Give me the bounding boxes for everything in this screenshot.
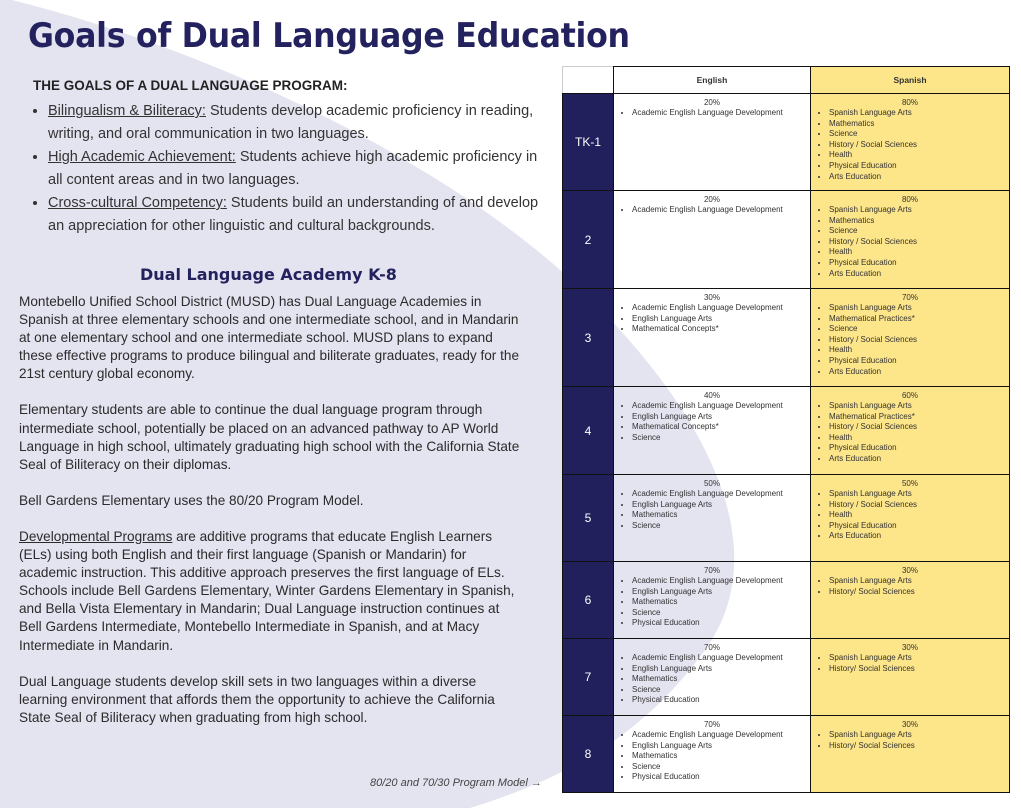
subject-item: • Spanish Language Arts — [829, 653, 1009, 664]
table-row — [563, 387, 1010, 475]
subject-item: • Mathematical Concepts* — [632, 422, 810, 433]
table-row — [563, 94, 1010, 191]
academy-heading: Dual Language Academy K-8 — [140, 265, 397, 284]
subject-item: • English Language Arts — [632, 587, 810, 598]
spanish-cell — [811, 191, 1010, 289]
subject-item: • Spanish Language Arts — [829, 401, 1009, 412]
subject-item: • English Language Arts — [632, 314, 810, 325]
subject-item: • History / Social Sciences — [829, 237, 1009, 248]
subject-item: • Physical Education — [632, 772, 810, 783]
subject-item: • Health — [829, 247, 1009, 258]
subject-item: • English Language Arts — [632, 500, 810, 511]
subject-item: • Spanish Language Arts — [829, 730, 1009, 741]
table-header-row — [563, 67, 1010, 94]
table-row — [563, 289, 1010, 387]
goal-term: Bilingualism & Biliteracy: — [48, 103, 206, 119]
subject-item: • History / Social Sciences — [829, 422, 1009, 433]
subject-item: • Science — [632, 608, 810, 619]
percent-label: 50% — [703, 479, 720, 488]
spanish-cell — [811, 475, 1010, 562]
subject-list — [614, 576, 810, 629]
subject-item: • Academic English Language Development — [632, 303, 810, 314]
subject-item: • Physical Education — [829, 356, 1009, 367]
header-blank — [563, 67, 614, 94]
paragraph: Elementary students are able to continue the dual language program through intermediate school, potentially be placed on an advanced pathway to AP World Language in high school, ultimately graduating high school with the California State Seal of Biliteracy on their diplomas. — [19, 402, 520, 472]
subject-item: • Physical Education — [829, 258, 1009, 269]
subject-item: • History/ Social Sciences — [829, 664, 1009, 675]
program-model-table — [562, 66, 1010, 793]
percent-label: 30% — [703, 293, 720, 302]
subject-item: • Mathematics — [632, 674, 810, 685]
header-spanish: Spanish — [811, 67, 1010, 94]
paragraph: Dual Language students develop skill sets in two languages within a diverse learning environment that affords them the opportunity to achieve the California State Seal of Biliteracy when graduating from high school. — [19, 673, 495, 725]
subject-item: • History/ Social Sciences — [829, 587, 1009, 598]
subject-item: • Physical Education — [632, 618, 810, 629]
body-text — [19, 293, 524, 745]
subject-item: • Mathematics — [829, 119, 1009, 130]
subject-item: • Physical Education — [632, 695, 810, 706]
table-row — [563, 191, 1010, 289]
subject-item: • Mathematical Practices* — [829, 412, 1009, 423]
subject-list — [614, 205, 810, 216]
subject-list — [811, 303, 1009, 377]
subject-item: • Mathematics — [632, 751, 810, 762]
subject-item: • Health — [829, 433, 1009, 444]
subject-item: • Health — [829, 510, 1009, 521]
percent-label: 30% — [901, 566, 918, 575]
subject-item: • Academic English Language Development — [632, 401, 810, 412]
subject-item: • Academic English Language Development — [632, 205, 810, 216]
goal-item — [48, 100, 548, 146]
subject-item: • Mathematical Concepts* — [632, 324, 810, 335]
subject-item: • Arts Education — [829, 269, 1009, 280]
grade-cell: TK-1 — [563, 94, 614, 191]
paragraph-text: are additive programs that educate English Learners (ELs) using both English and their first language (Spanish or Mandarin) for academic instruction. This additive approach preserves the first language of ELs. Schools include Bell Gardens Elementary, Winter Gardens Elementary in Spanish, and Bella Vista Elementary in Mandarin; Dual Language instruction continues at Bell Gardens Intermediate, Montebello Intermediate in Spanish, and at Macy Intermediate in Mandarin. — [19, 528, 515, 653]
goals-list — [20, 100, 548, 238]
subject-item: • Academic English Language Development — [632, 730, 810, 741]
grade-cell: 8 — [563, 716, 614, 793]
grade-cell: 7 — [563, 639, 614, 716]
paragraph: Montebello Unified School District (MUSD) has Dual Language Academies in Spanish at three elementary schools and one intermediate school, and in Mandarin at one elementary school and one intermediate school. MUSD plans to expand these effective programs to produce bilingual and biliterate graduates, ready for the 21st century global economy. — [19, 294, 520, 382]
paragraph: Bell Gardens Elementary uses the 80/20 Program Model. — [19, 492, 364, 508]
subject-item: • Science — [632, 762, 810, 773]
subject-item: • Academic English Language Development — [632, 108, 810, 119]
subject-item: • History / Social Sciences — [829, 500, 1009, 511]
goal-item — [48, 192, 548, 238]
english-cell — [614, 639, 811, 716]
subject-item: • Mathematics — [829, 216, 1009, 227]
subject-list — [614, 401, 810, 443]
spanish-cell — [811, 562, 1010, 639]
subject-item: • Academic English Language Development — [632, 653, 810, 664]
grade-cell: 2 — [563, 191, 614, 289]
subject-item: • Arts Education — [829, 454, 1009, 465]
subject-item: • Physical Education — [829, 521, 1009, 532]
table-row — [563, 716, 1010, 793]
percent-label: 70% — [703, 720, 720, 729]
percent-label: 60% — [901, 391, 918, 400]
percent-label: 80% — [901, 98, 918, 107]
subject-item: • Physical Education — [829, 161, 1009, 172]
percent-label: 20% — [703, 98, 720, 107]
english-cell — [614, 716, 811, 793]
header-english: English — [614, 67, 811, 94]
percent-label: 40% — [703, 391, 720, 400]
page-title: Goals of Dual Language Education — [28, 16, 630, 56]
goal-text: Students achieve high academic proficiency in all content areas and in two languages. — [48, 149, 538, 188]
subject-item: • Science — [632, 433, 810, 444]
subject-list — [614, 653, 810, 706]
grade-cell: 4 — [563, 387, 614, 475]
grade-cell: 6 — [563, 562, 614, 639]
english-cell — [614, 191, 811, 289]
program-model-caption[interactable]: 80/20 and 70/30 Program Model → — [370, 777, 542, 789]
subject-item: • Arts Education — [829, 367, 1009, 378]
percent-label: 20% — [703, 195, 720, 204]
spanish-cell — [811, 94, 1010, 191]
subject-item: • History/ Social Sciences — [829, 741, 1009, 752]
subject-item: • Science — [632, 685, 810, 696]
subject-item: • Academic English Language Development — [632, 576, 810, 587]
grade-cell: 5 — [563, 475, 614, 562]
subject-item: • Science — [829, 324, 1009, 335]
english-cell — [614, 387, 811, 475]
subject-item: • Physical Education — [829, 443, 1009, 454]
subject-item: • History / Social Sciences — [829, 140, 1009, 151]
spanish-cell — [811, 289, 1010, 387]
subject-item: • English Language Arts — [632, 664, 810, 675]
subject-list — [614, 303, 810, 335]
percent-label: 70% — [703, 643, 720, 652]
english-cell — [614, 562, 811, 639]
spanish-cell — [811, 639, 1010, 716]
percent-label: 70% — [703, 566, 720, 575]
subject-list — [811, 489, 1009, 542]
subject-item: • Mathematics — [632, 510, 810, 521]
subject-item: • Spanish Language Arts — [829, 489, 1009, 500]
goal-text: Students build an understanding of and develop an appreciation for other linguistic and cultural backgrounds. — [48, 195, 539, 234]
subject-list — [811, 205, 1009, 279]
english-cell — [614, 475, 811, 562]
subject-item: • Spanish Language Arts — [829, 205, 1009, 216]
grade-cell: 3 — [563, 289, 614, 387]
spanish-cell — [811, 387, 1010, 475]
subject-list — [811, 576, 1009, 597]
subject-item: • English Language Arts — [632, 412, 810, 423]
subject-item: • Arts Education — [829, 172, 1009, 183]
subject-item: • Science — [829, 226, 1009, 237]
developmental-programs-link[interactable]: Developmental Programs — [19, 528, 173, 544]
subject-item: • Spanish Language Arts — [829, 108, 1009, 119]
percent-label: 30% — [901, 720, 918, 729]
goal-item — [48, 146, 548, 192]
english-cell — [614, 94, 811, 191]
subject-item: • Academic English Language Development — [632, 489, 810, 500]
subject-list — [811, 730, 1009, 751]
subject-item: • Mathematics — [632, 597, 810, 608]
subject-item: • English Language Arts — [632, 741, 810, 752]
table-row — [563, 562, 1010, 639]
paragraph — [19, 528, 524, 655]
subject-list — [811, 108, 1009, 182]
goal-text: Students develop academic proficiency in reading, writing, and oral communication in two languages. — [48, 103, 534, 142]
goal-term: Cross-cultural Competency: — [48, 195, 227, 211]
table-row — [563, 639, 1010, 716]
subject-list — [614, 730, 810, 783]
goal-term: High Academic Achievement: — [48, 149, 236, 165]
goals-heading: THE GOALS OF A DUAL LANGUAGE PROGRAM: — [33, 78, 348, 93]
subject-item: • Health — [829, 150, 1009, 161]
subject-item: • Arts Education — [829, 531, 1009, 542]
subject-list — [614, 489, 810, 531]
subject-list — [614, 108, 810, 119]
english-cell — [614, 289, 811, 387]
subject-item: • Health — [829, 345, 1009, 356]
table-row — [563, 475, 1010, 562]
percent-label: 50% — [901, 479, 918, 488]
subject-list — [811, 653, 1009, 674]
subject-item: • Spanish Language Arts — [829, 303, 1009, 314]
subject-item: • Science — [632, 521, 810, 532]
spanish-cell — [811, 716, 1010, 793]
subject-item: • History / Social Sciences — [829, 335, 1009, 346]
percent-label: 30% — [901, 643, 918, 652]
subject-item: • Spanish Language Arts — [829, 576, 1009, 587]
subject-list — [811, 401, 1009, 465]
percent-label: 70% — [901, 293, 918, 302]
subject-item: • Mathematical Practices* — [829, 314, 1009, 325]
subject-item: • Science — [829, 129, 1009, 140]
percent-label: 80% — [901, 195, 918, 204]
